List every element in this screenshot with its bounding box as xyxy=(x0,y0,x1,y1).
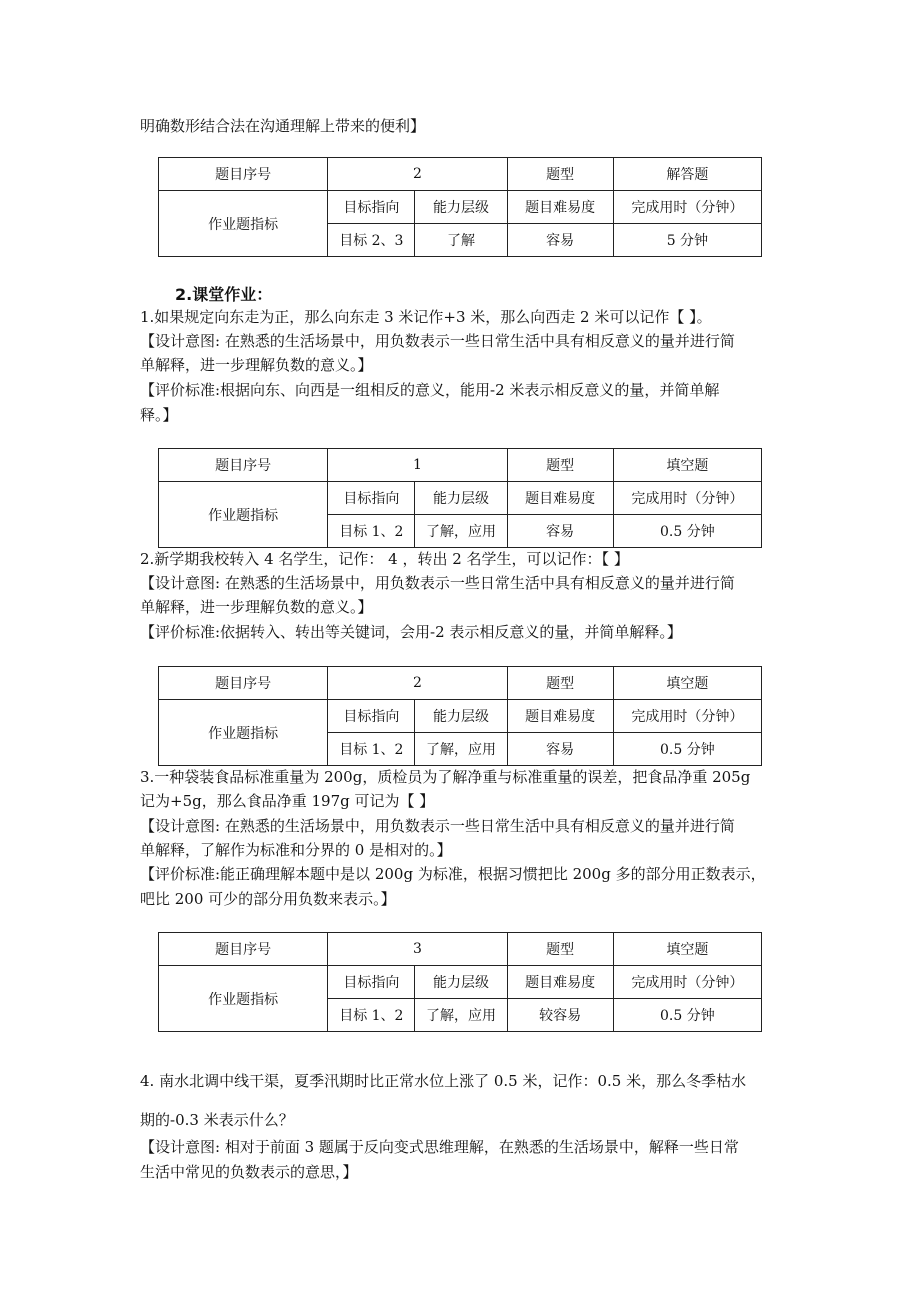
ability-label: 能力层级 xyxy=(415,700,507,733)
seq-value: 3 xyxy=(328,933,507,966)
type-label: 题型 xyxy=(507,933,613,966)
indicators-label: 作业题指标 xyxy=(159,191,328,257)
time-label: 完成用时（分钟） xyxy=(613,700,761,733)
target-value: 目标 2、3 xyxy=(328,224,415,257)
difficulty-label: 题目难易度 xyxy=(507,191,613,224)
difficulty-value: 较容易 xyxy=(507,999,613,1032)
q1-design-line-1: 【设计意图: 在熟悉的生活场景中，用负数表示一些日常生活中具有相反意义的量并进行简 xyxy=(140,332,735,350)
time-value: 0.5 分钟 xyxy=(613,515,761,548)
ability-value: 了解，应用 xyxy=(415,733,507,766)
difficulty-value: 容易 xyxy=(507,733,613,766)
q3-question-line-1: 3.一种袋装食品标准重量为 200g，质检员为了解净重与标准重量的误差，把食品净重 205g xyxy=(140,768,751,786)
time-value: 0.5 分钟 xyxy=(613,733,761,766)
target-value: 目标 1、2 xyxy=(328,515,415,548)
q4-question-line-2: 期的-0.3 米表示什么？ xyxy=(140,1111,294,1129)
target-label: 目标指向 xyxy=(328,191,415,224)
q3-design-line-1: 【设计意图: 在熟悉的生活场景中，用负数表示一些日常生活中具有相反意义的量并进行简 xyxy=(140,817,735,835)
q3-question-line-2: 记为+5g，那么食品净重 197g 可记为【 】 xyxy=(140,792,435,810)
type-label: 题型 xyxy=(507,449,613,482)
type-value: 解答题 xyxy=(613,158,761,191)
difficulty-label: 题目难易度 xyxy=(507,482,613,515)
seq-label: 题目序号 xyxy=(159,158,328,191)
type-value: 填空题 xyxy=(613,449,761,482)
intro-line: 明确数形结合法在沟通理解上带来的便利】 xyxy=(140,117,426,135)
q1-eval-line-1: 【评价标准:根据向东、向西是一组相反的意义，能用-2 米表示相反意义的量，并简单解 xyxy=(140,381,720,399)
type-value: 填空题 xyxy=(613,667,761,700)
target-label: 目标指向 xyxy=(328,700,415,733)
type-label: 题型 xyxy=(507,667,613,700)
seq-label: 题目序号 xyxy=(159,449,328,482)
q4-design-line-2: 生活中常见的负数表示的意思，】 xyxy=(140,1163,358,1181)
q3-eval-line-2: 吧比 200 可少的部分用负数来表示。】 xyxy=(140,890,396,908)
section-heading: 2.课堂作业： xyxy=(175,285,273,304)
seq-value: 2 xyxy=(328,667,507,700)
ability-value: 了解，应用 xyxy=(415,999,507,1032)
target-label: 目标指向 xyxy=(328,966,415,999)
q3-design-line-2: 单解释，了解作为标准和分界的 0 是相对的。】 xyxy=(140,841,452,859)
q2-eval-line-1: 【评价标准:依据转入、转出等关键词，会用-2 表示相反意义的量，并简单解释。】 xyxy=(140,623,682,641)
q2-design-line-1: 【设计意图: 在熟悉的生活场景中，用负数表示一些日常生活中具有相反意义的量并进行简 xyxy=(140,574,735,592)
homework-indicator-table xyxy=(158,157,762,257)
q2-question: 2.新学期我校转入 4 名学生，记作： 4 ，转出 2 名学生，可以记作：【 】 xyxy=(140,550,629,568)
seq-label: 题目序号 xyxy=(159,667,328,700)
type-label: 题型 xyxy=(507,158,613,191)
type-value: 填空题 xyxy=(613,933,761,966)
target-label: 目标指向 xyxy=(328,482,415,515)
q4-question-line-1: 4. 南水北调中线干渠，夏季汛期时比正常水位上涨了 0.5 米，记作：0.5 米，那么冬季枯水 xyxy=(140,1072,747,1090)
target-value: 目标 1、2 xyxy=(328,733,415,766)
time-label: 完成用时（分钟） xyxy=(613,482,761,515)
homework-indicator-table xyxy=(158,448,762,548)
q1-design-line-2: 单解释，进一步理解负数的意义。】 xyxy=(140,356,373,374)
q1-eval-line-2: 释。】 xyxy=(140,406,178,424)
time-label: 完成用时（分钟） xyxy=(613,966,761,999)
indicators-label: 作业题指标 xyxy=(159,966,328,1032)
difficulty-label: 题目难易度 xyxy=(507,966,613,999)
indicators-label: 作业题指标 xyxy=(159,700,328,766)
time-label: 完成用时（分钟） xyxy=(613,191,761,224)
seq-value: 1 xyxy=(328,449,507,482)
time-value: 5 分钟 xyxy=(613,224,761,257)
homework-indicator-table xyxy=(158,666,762,766)
indicators-label: 作业题指标 xyxy=(159,482,328,548)
difficulty-label: 题目难易度 xyxy=(507,700,613,733)
q3-eval-line-1: 【评价标准:能正确理解本题中是以 200g 为标准，根据习惯把比 200g 多的部分用正数表示， xyxy=(140,865,766,883)
seq-label: 题目序号 xyxy=(159,933,328,966)
seq-value: 2 xyxy=(328,158,507,191)
difficulty-value: 容易 xyxy=(507,224,613,257)
q4-design-line-1: 【设计意图: 相对于前面 3 题属于反向变式思维理解，在熟悉的生活场景中，解释一些日常 xyxy=(140,1138,739,1156)
target-value: 目标 1、2 xyxy=(328,999,415,1032)
q2-design-line-2: 单解释，进一步理解负数的意义。】 xyxy=(140,598,373,616)
q1-question: 1.如果规定向东走为正，那么向东走 3 米记作+3 米，那么向西走 2 米可以记作【 】。 xyxy=(140,308,712,326)
ability-value: 了解，应用 xyxy=(415,515,507,548)
time-value: 0.5 分钟 xyxy=(613,999,761,1032)
ability-label: 能力层级 xyxy=(415,191,507,224)
ability-value: 了解 xyxy=(415,224,507,257)
homework-indicator-table xyxy=(158,932,762,1032)
ability-label: 能力层级 xyxy=(415,966,507,999)
ability-label: 能力层级 xyxy=(415,482,507,515)
difficulty-value: 容易 xyxy=(507,515,613,548)
